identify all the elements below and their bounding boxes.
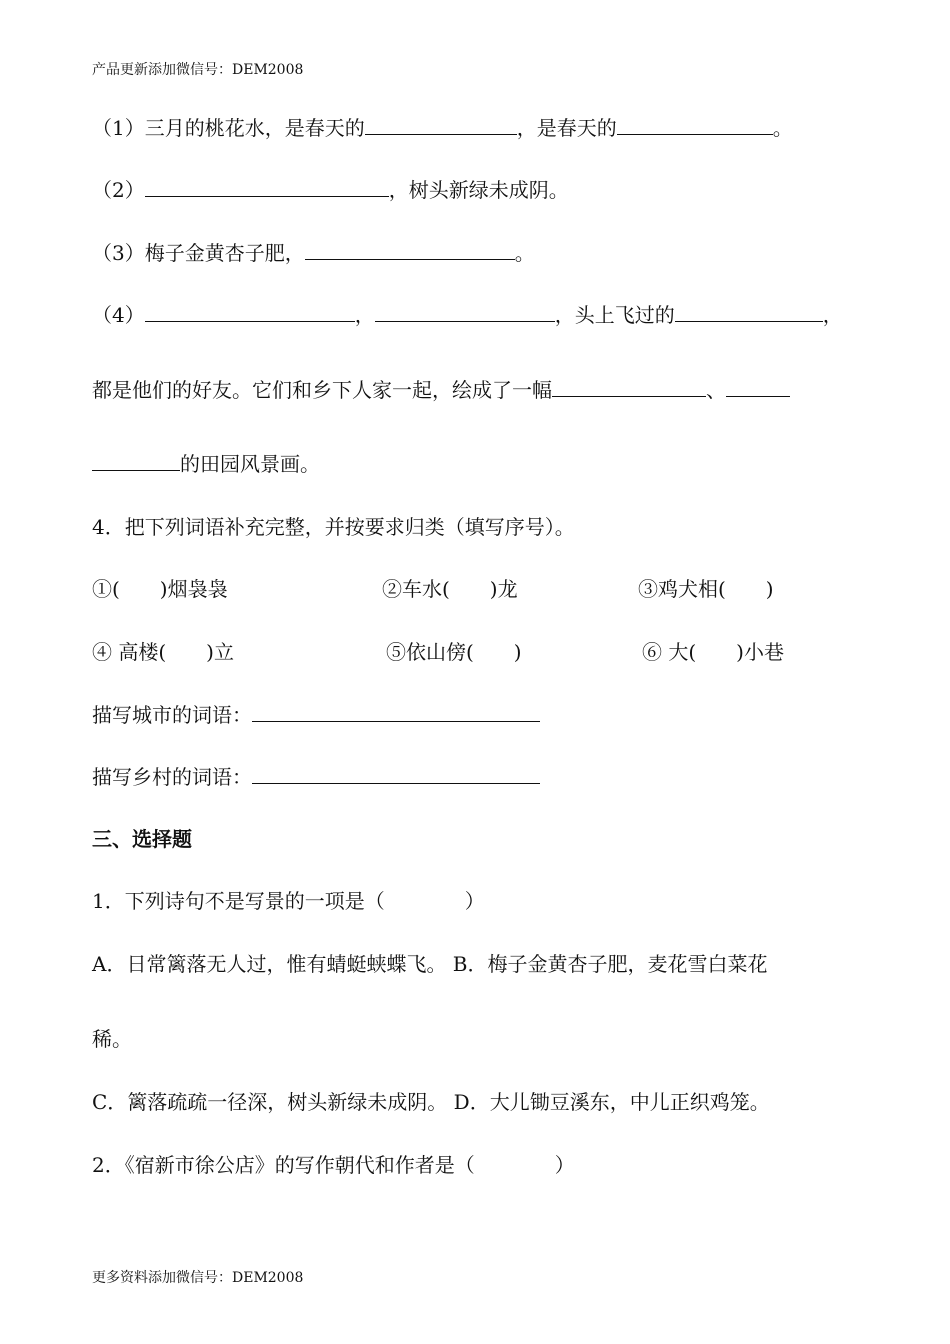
q3-l3-text-b: 。 xyxy=(514,241,535,265)
blank[interactable] xyxy=(552,376,706,397)
q3-line-5 xyxy=(92,376,790,404)
blank[interactable] xyxy=(92,450,180,471)
q3-l4-text-c: ，头上飞过的 xyxy=(554,303,675,327)
q3-l1-text-b: ，是春天的 xyxy=(516,116,617,140)
q4-city-label: 描写城市的词语： xyxy=(92,703,252,727)
q4-title: 4．把下列词语补充完整，并按要求归类（填写序号）。 xyxy=(92,515,575,539)
village-answer-blank[interactable] xyxy=(252,763,540,784)
q3-l4-text-a: （4） xyxy=(92,303,145,327)
q4-item-4: ④ 高楼( )立 xyxy=(92,640,234,664)
page-header: 产品更新添加微信号：DEM2008 xyxy=(92,62,304,78)
q3-line-2 xyxy=(92,176,569,204)
mc-q2-stem: 2．《宿新市徐公店》的写作朝代和作者是（ ） xyxy=(92,1153,575,1177)
q3-l1-text-a: （1）三月的桃花水，是春天的 xyxy=(92,116,365,140)
blank[interactable] xyxy=(145,176,389,197)
mc-q1-options-cd: C．篱落疏疏一径深，树头新绿未成阴。 D．大儿锄豆溪东，中儿正织鸡笼。 xyxy=(92,1090,770,1114)
q4-item-1: ①( )烟袅袅 xyxy=(92,577,228,601)
blank[interactable] xyxy=(365,114,517,135)
q3-l6-text: 的田园风景画。 xyxy=(180,452,320,476)
q4-city-line xyxy=(92,701,540,729)
q4-item-6: ⑥ 大( )小巷 xyxy=(642,640,784,664)
q3-l5-text-a: 都是他们的好友。它们和乡下人家一起，绘成了一幅 xyxy=(92,378,552,402)
blank[interactable] xyxy=(726,376,790,397)
q4-item-2: ②车水( )龙 xyxy=(382,577,518,601)
blank[interactable] xyxy=(305,239,515,260)
mc-q1-stem: 1．下列诗句不是写景的一项是（ ） xyxy=(92,889,485,913)
q3-l2-text-a: （2） xyxy=(92,178,145,202)
q3-l3-text-a: （3）梅子金黄杏子肥， xyxy=(92,241,305,265)
q4-village-line xyxy=(92,763,540,791)
q4-item-3: ③鸡犬相( ) xyxy=(638,577,774,601)
mc-q1-options-ab: A．日常篱落无人过，惟有蜻蜓蛱蝶飞。 B．梅子金黄杏子肥，麦花雪白菜花 xyxy=(92,952,768,976)
q3-l4-text-b: ， xyxy=(354,303,375,327)
q3-line-1 xyxy=(92,114,793,142)
q3-line-4 xyxy=(92,301,843,329)
mc-q1-options-ab-cont: 稀。 xyxy=(92,1027,132,1051)
blank[interactable] xyxy=(675,301,823,322)
q3-l5-text-b: 、 xyxy=(706,378,726,402)
q4-village-label: 描写乡村的词语： xyxy=(92,765,252,789)
q3-l4-text-d: ， xyxy=(822,303,843,327)
q3-line-6 xyxy=(92,450,320,478)
blank[interactable] xyxy=(375,301,555,322)
blank[interactable] xyxy=(145,301,355,322)
q3-l1-text-c: 。 xyxy=(772,116,793,140)
q3-l2-text-b: ，树头新绿未成阴。 xyxy=(388,178,569,202)
page-footer: 更多资料添加微信号：DEM2008 xyxy=(92,1270,304,1286)
q3-line-3 xyxy=(92,239,535,267)
q4-item-5: ⑤依山傍( ) xyxy=(386,640,522,664)
city-answer-blank[interactable] xyxy=(252,701,540,722)
blank[interactable] xyxy=(617,114,773,135)
section-heading: 三、选择题 xyxy=(92,827,192,851)
